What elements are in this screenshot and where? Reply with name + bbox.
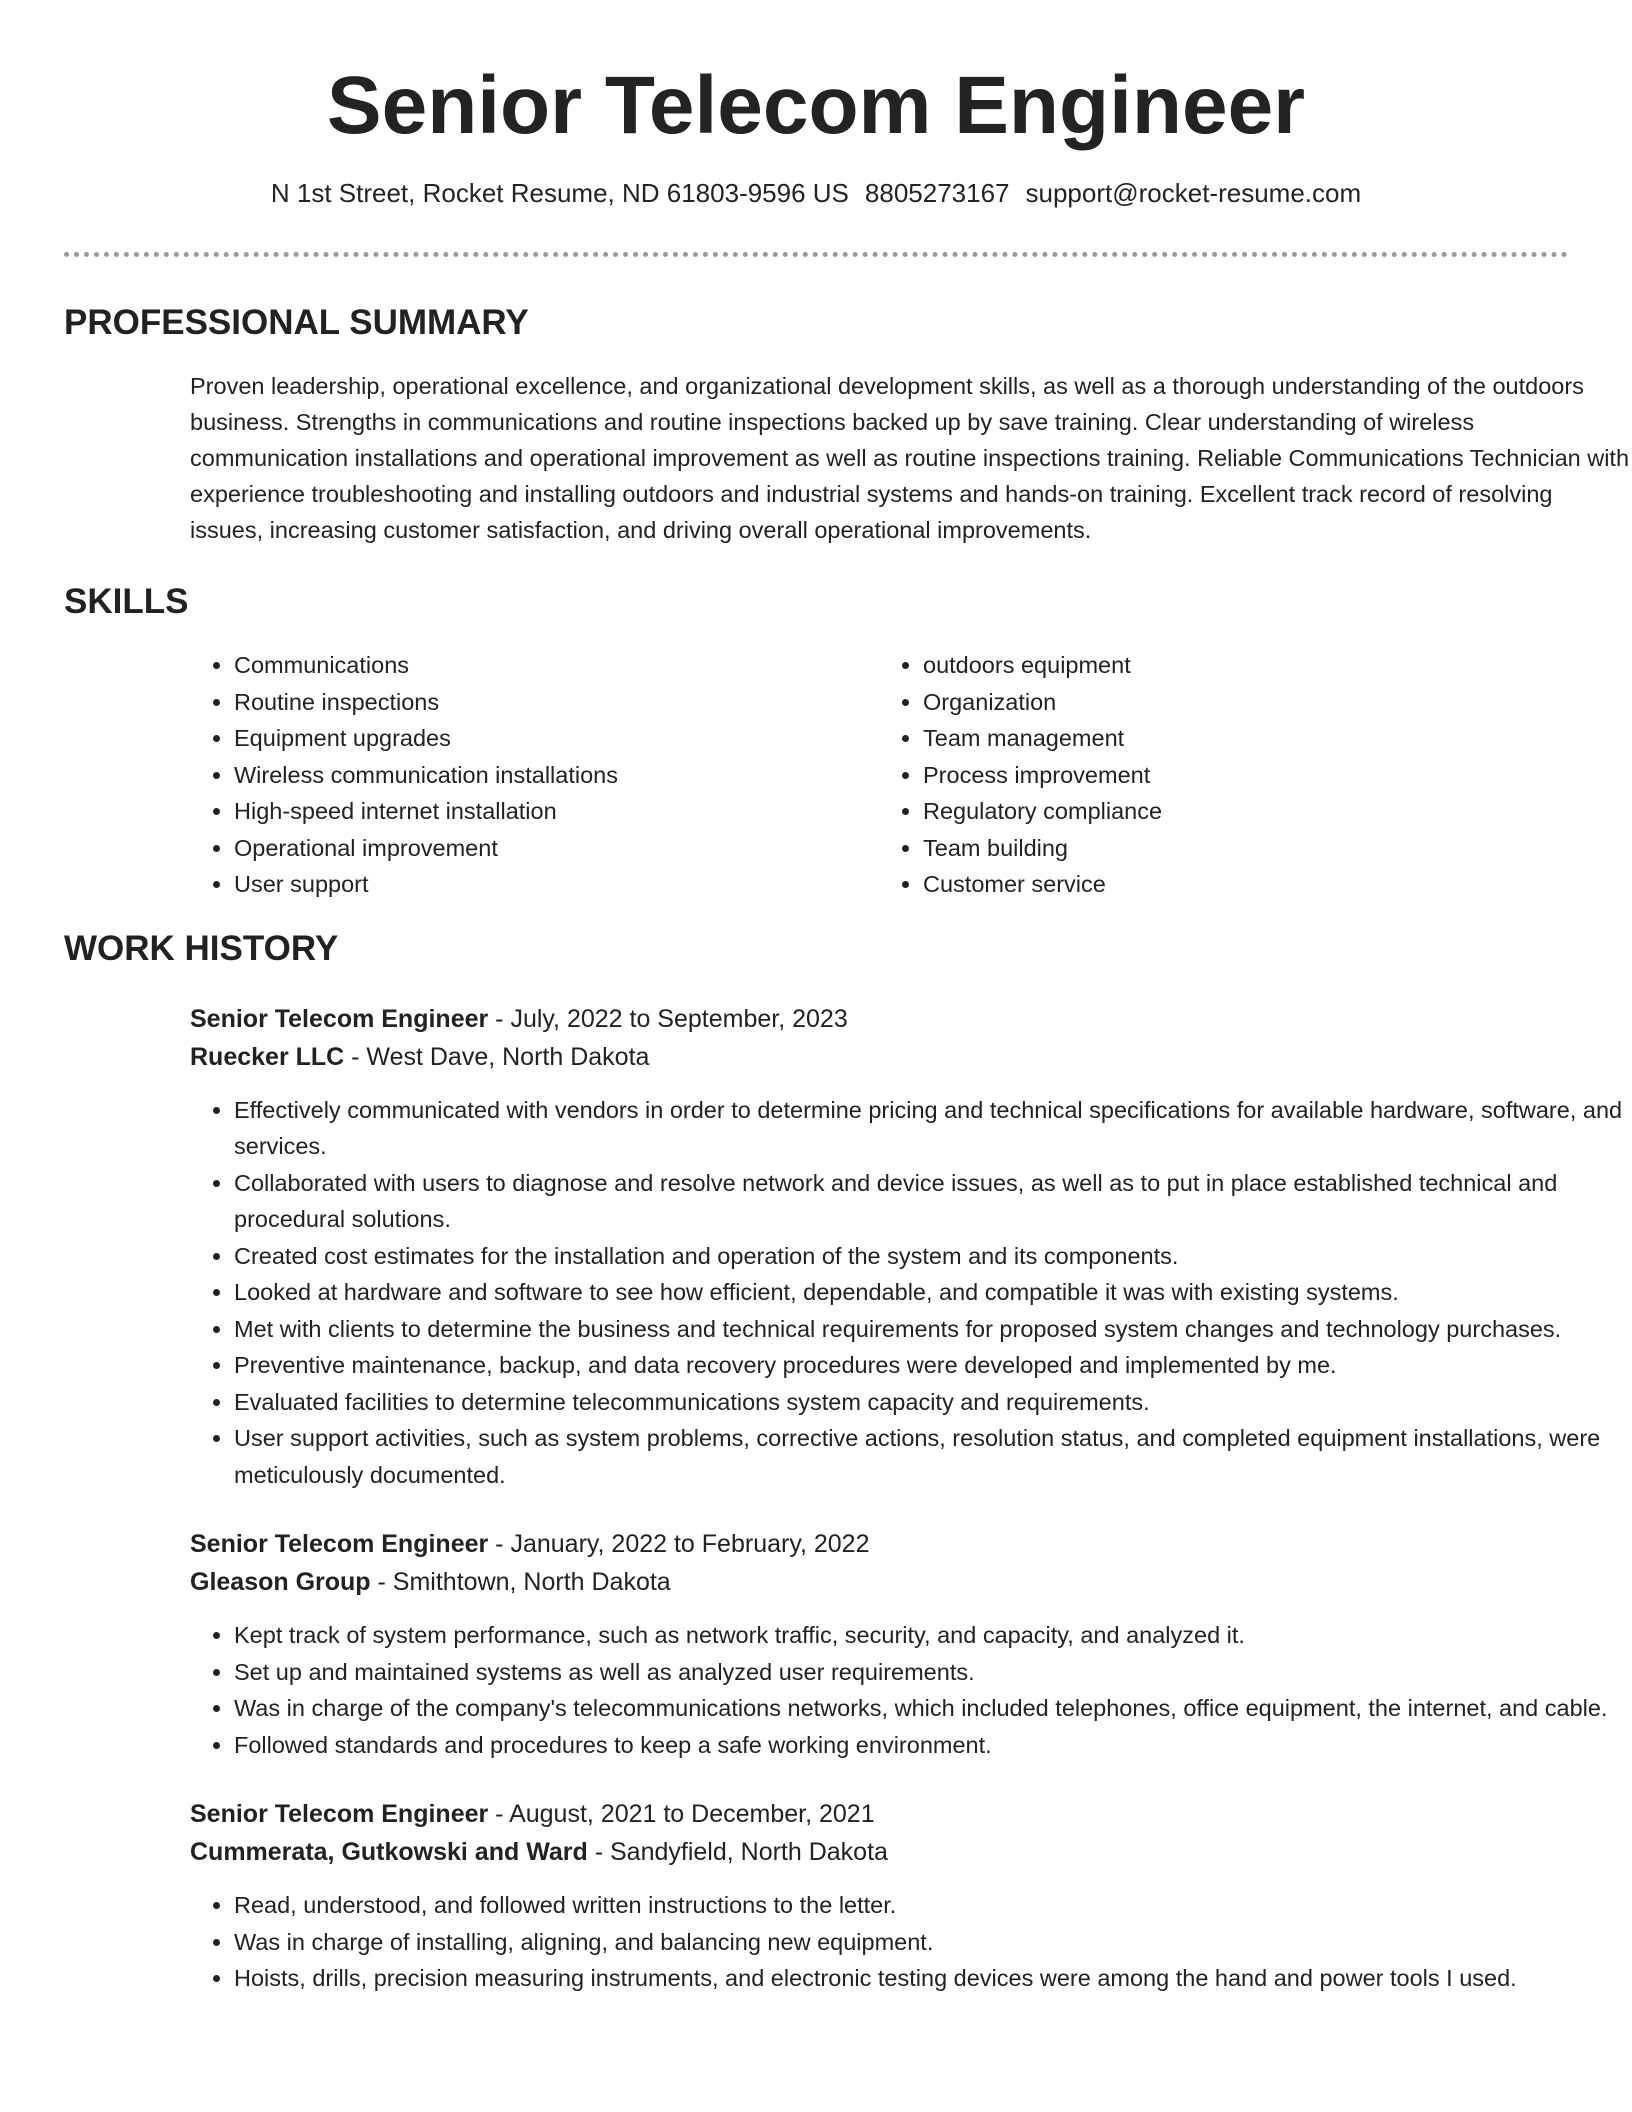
header-divider [64, 252, 1568, 257]
skill-item: • Process improvement [923, 757, 1568, 794]
skill-item: • Operational improvement [234, 830, 879, 867]
job-bullet: • Effectively communicated with vendors in order to determine pricing and technical specifications for available hardware, software, and services. [234, 1092, 1630, 1165]
job-bullet: • User support activities, such as system problems, corrective actions, resolution status, and completed equipment installations, were meticulously documented. [234, 1420, 1630, 1493]
skill-item: • Regulatory compliance [923, 793, 1568, 830]
job-title-line [190, 1795, 1630, 1833]
job-company: Cummerata, Gutkowski and Ward [190, 1838, 588, 1866]
contact-phone: 8805273167 [864, 178, 1010, 208]
skills-heading: SKILLS [64, 582, 189, 621]
contact-address: N 1st Street, Rocket Resume, ND 61803-9596 US [270, 178, 849, 208]
summary-text: Proven leadership, operational excellence, and organizational development skills, as well as a thorough understanding of the outdoors business. Strengths in communications and routine inspections backed up by save training. Clear understanding of wireless communication installations and operational improvement as well as routine inspections training. Reliable Communications Technician with experience troubleshooting and installing outdoors and industrial systems and hands-on training. Excellent track record of resolving issues, increasing customer satisfaction, and driving overall operational improvements. [190, 373, 1630, 543]
skill-item: • Organization [923, 684, 1568, 721]
job-company-line [190, 1038, 1630, 1076]
work-history-section [64, 928, 1623, 1997]
job-bullets [190, 1887, 1630, 1997]
skills-grid [190, 647, 1568, 903]
job-title: Senior Telecom Engineer [190, 1800, 489, 1828]
job-title-line [190, 1000, 1630, 1038]
skill-item: • High-speed internet installation [234, 793, 879, 830]
job-bullet: • Hoists, drills, precision measuring instruments, and electronic testing devices were among the hand and power tools I used. [234, 1960, 1630, 1997]
job-bullets [190, 1092, 1630, 1494]
skill-item: • Routine inspections [234, 684, 879, 721]
job-bullet: • Followed standards and procedures to keep a safe working environment. [234, 1727, 1630, 1764]
skills-section [64, 581, 1568, 903]
summary-heading: PROFESSIONAL SUMMARY [64, 303, 529, 342]
skill-item: • outdoors equipment [923, 647, 1568, 684]
work-history-heading: WORK HISTORY [64, 928, 339, 968]
job-bullet: • Kept track of system performance, such as network traffic, security, and capacity, and analyzed it. [234, 1617, 1630, 1654]
job-bullet: • Read, understood, and followed written instructions to the letter. [234, 1887, 1630, 1924]
job-dates: - January, 2022 to February, 2022 [488, 1530, 870, 1558]
job-entry [190, 1525, 1630, 1763]
job-entry [190, 1000, 1630, 1494]
contact-line [64, 176, 1568, 210]
job-bullet: • Set up and maintained systems as well as analyzed user requirements. [234, 1654, 1630, 1691]
job-bullet: • Met with clients to determine the business and technical requirements for proposed system changes and technology purchases. [234, 1311, 1630, 1348]
skill-item: • Wireless communication installations [234, 757, 879, 794]
resume-page [64, 0, 1630, 1997]
skill-item: • User support [234, 866, 879, 903]
skill-item: • Team building [923, 830, 1568, 867]
skill-item: • Team management [923, 720, 1568, 757]
skills-right-column [879, 647, 1568, 903]
contact-email: support@rocket-resume.com [1025, 178, 1362, 208]
job-bullet: • Was in charge of the company's telecommunications networks, which included telephones, office equipment, the internet, and cable. [234, 1690, 1630, 1727]
job-bullets [190, 1617, 1630, 1763]
job-location: - Smithtown, North Dakota [370, 1568, 671, 1596]
job-company-line [190, 1563, 1630, 1601]
job-location: - West Dave, North Dakota [344, 1042, 650, 1071]
job-title: Senior Telecom Engineer [190, 1004, 489, 1033]
job-bullet: • Created cost estimates for the installation and operation of the system and its components. [234, 1238, 1630, 1275]
job-bullet: • Was in charge of installing, aligning, and balancing new equipment. [234, 1924, 1630, 1961]
job-dates: - July, 2022 to September, 2023 [488, 1004, 848, 1033]
skills-left-column [190, 647, 879, 903]
resume-title: Senior Telecom Engineer [326, 60, 1306, 151]
summary-section [64, 302, 1630, 548]
job-title: Senior Telecom Engineer [190, 1530, 489, 1558]
job-bullet: • Preventive maintenance, backup, and data recovery procedures were developed and implemented by me. [234, 1347, 1630, 1384]
job-entry [190, 1795, 1630, 1997]
job-bullet: • Looked at hardware and software to see how efficient, dependable, and compatible it was with existing systems. [234, 1274, 1630, 1311]
job-company: Gleason Group [190, 1568, 371, 1596]
job-company-line [190, 1833, 1630, 1871]
job-bullet: • Evaluated facilities to determine telecommunications system capacity and requirements. [234, 1384, 1630, 1421]
job-bullet: • Collaborated with users to diagnose and resolve network and device issues, as well as to put in place established technical and procedural solutions. [234, 1165, 1630, 1238]
job-company: Ruecker LLC [190, 1042, 345, 1071]
job-dates: - August, 2021 to December, 2021 [488, 1800, 875, 1828]
skill-item: • Communications [234, 647, 879, 684]
skill-item: • Equipment upgrades [234, 720, 879, 757]
skill-item: • Customer service [923, 866, 1568, 903]
job-location: - Sandyfield, North Dakota [587, 1838, 888, 1866]
job-title-line [190, 1525, 1630, 1563]
